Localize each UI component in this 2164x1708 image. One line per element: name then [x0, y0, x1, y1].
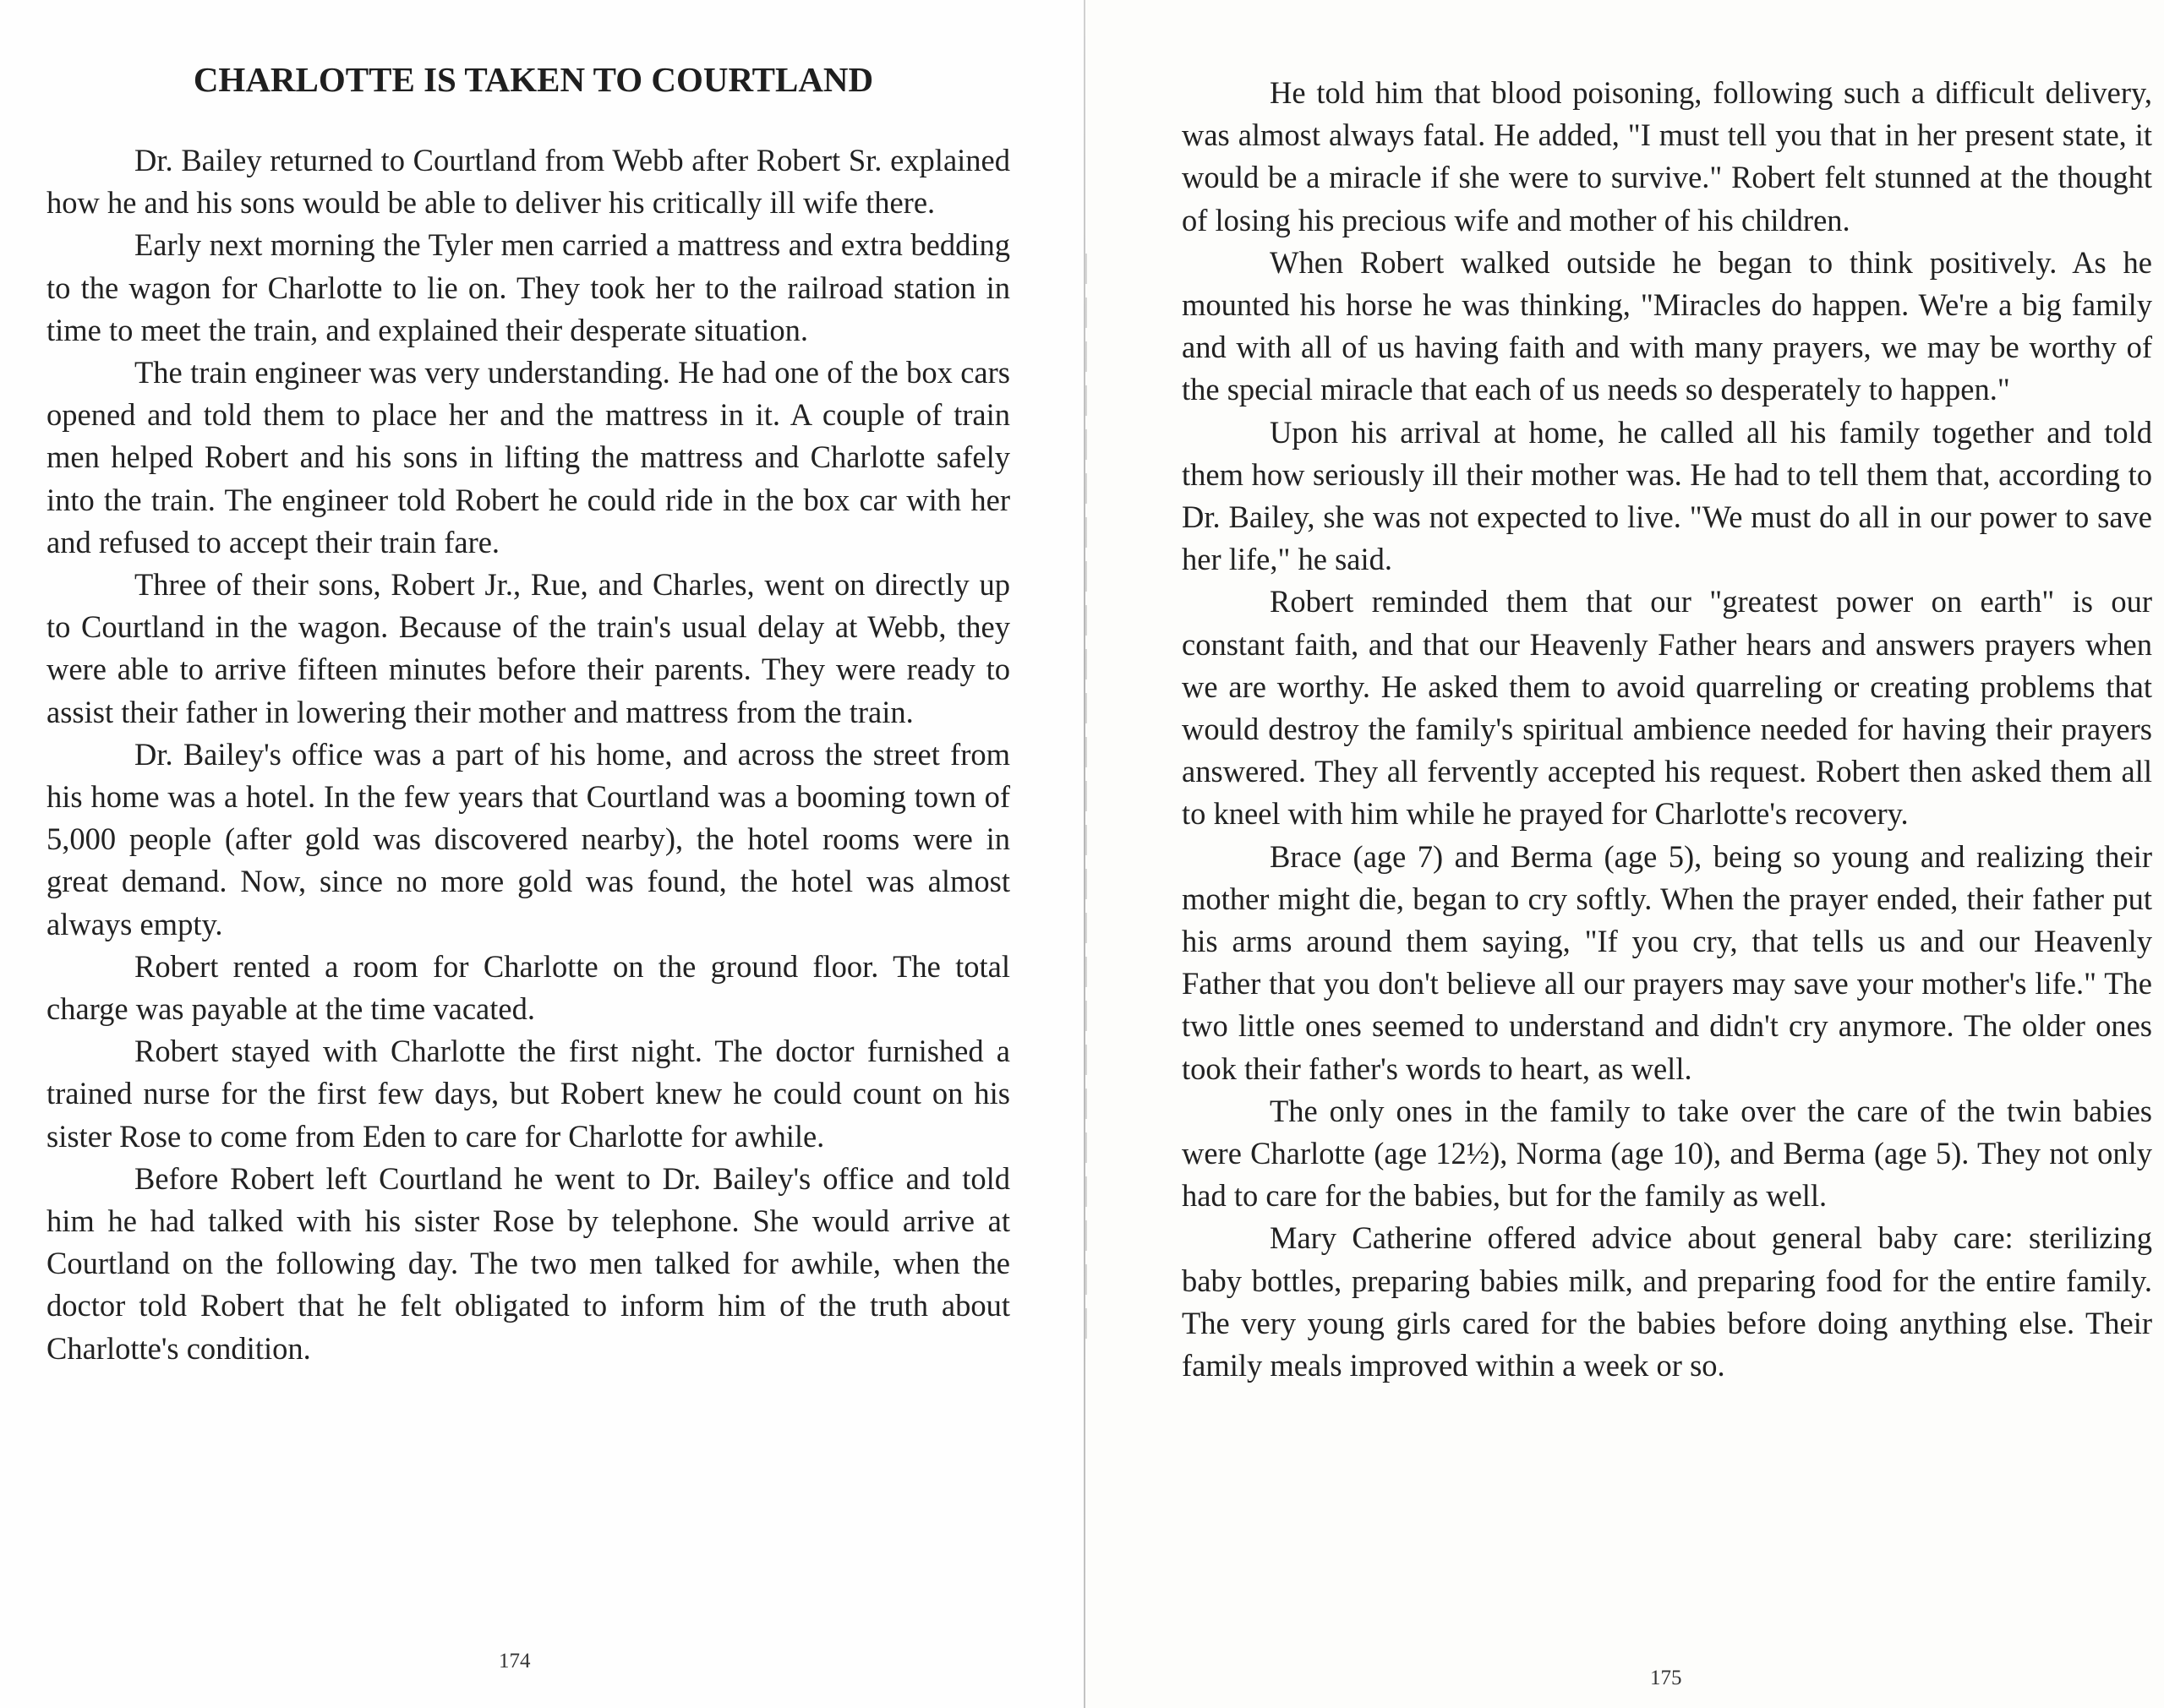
paragraph: The only ones in the family to take over the care of the twin babies were Charlotte (age 12½), Norma (age 10), and Berma (age 5). They not only had to care for the babies, but for the family as well. [1182, 1093, 2152, 1214]
left-page-body [46, 139, 1010, 1370]
page-number-left: 174 [499, 1650, 531, 1673]
paragraph: Before Robert left Courtland he went to Dr. Bailey's office and told him he had talked with his sister Rose by telephone. She would arrive at Courtland on the following day. The two men talked for awhile, when the doctor told Robert that he felt obligated to inform him of the truth about Charlotte's condition. [46, 1160, 1010, 1366]
paragraph: Robert stayed with Charlotte the first night. The doctor furnished a trained nurse for the first few days, but Robert knew he could count on his sister Rose to come from Eden to care for Charlotte for awhile. [46, 1034, 1010, 1154]
paragraph: When Robert walked outside he began to think positively. As he mounted his horse he was thinking, "Miracles do happen. We're a big family and with all of us having faith and with many prayers, we may be worthy of the special miracle that each of us needs so desperately to happen." [1182, 244, 2152, 407]
paragraph: Early next morning the Tyler men carried a mattress and extra bedding to the wagon for Charlotte to lie on. They took her to the railroad station in time to meet the train, and explained their desperate situation. [46, 227, 1010, 347]
paragraph: Three of their sons, Robert Jr., Rue, and Charles, went on directly up to Courtland in the wagon. Because of the train's usual delay at Webb, they were able to arrive fifteen minutes before their parents. They were ready to assist their father in lowering their mother and mattress from the train. [46, 567, 1010, 729]
paragraph: Upon his arrival at home, he called all his family together and told them how seriously ill their mother was. He had to tell them that, according to Dr. Bailey, she was not expected to live. "We must do all in our power to save her life," he said. [1182, 414, 2152, 577]
chapter-heading: CHARLOTTE IS TAKEN TO COURTLAND [193, 60, 874, 99]
right-page [1087, 0, 2164, 1708]
paragraph: Brace (age 7) and Berma (age 5), being so young and realizing their mother might die, began to cry softly. When the prayer ended, their father put his arms around them saying, "If you cry, that tells us and our Heavenly Father that you don't believe all our prayers may save your mother's life." The two little ones seemed to understand and didn't cry anymore. The older ones took their father's words to heart, as well. [1182, 838, 2152, 1086]
paragraph: The train engineer was very understanding. He had one of the box cars opened and told them to place her and the mattress in it. A couple of train men helped Robert and his sons in lifting the mattress and Charlotte safely into the train. The engineer told Robert he could ride in the box car with her and refused to accept their train fare. [46, 355, 1010, 559]
page-number-right: 175 [1650, 1667, 1682, 1689]
right-page-body [1182, 72, 2152, 1387]
paragraph: Dr. Bailey returned to Courtland from Webb after Robert Sr. explained how he and his sons would be able to deliver his critically ill wife there. [46, 143, 1010, 221]
paragraph: Dr. Bailey's office was a part of his home, and across the street from his home was a hotel. In the few years that Courtland was a booming town of 5,000 people (after gold was discovered nearby), the hotel rooms were in great demand. Now, since no more gold was found, the hotel was almost always empty. [46, 736, 1010, 941]
paragraph: Robert rented a room for Charlotte on the ground floor. The total charge was payable at the time vacated. [46, 948, 1010, 1027]
paragraph: Mary Catherine offered advice about general baby care: sterilizing baby bottles, preparing babies milk, and preparing food for the entire family. The very young girls cared for the babies before doing anything else. Their family meals improved within a week or so. [1182, 1220, 2152, 1383]
paragraph: He told him that blood poisoning, following such a difficult delivery, was almost always fatal. He added, "I must tell you that in her present state, it would be a miracle if she were to survive." Robert felt stunned at the thought of losing his precious wife and mother of his children. [1182, 75, 2152, 237]
paragraph: Robert reminded them that our "greatest power on earth" is our constant faith, and that our Heavenly Father hears and answers prayers when we are worthy. He asked them to avoid quarreling or creating problems that would destroy the family's spiritual ambience needed for having their prayers answered. They all fervently accepted his request. Robert then asked them all to kneel with him while he prayed for Charlotte's recovery. [1182, 584, 2152, 832]
